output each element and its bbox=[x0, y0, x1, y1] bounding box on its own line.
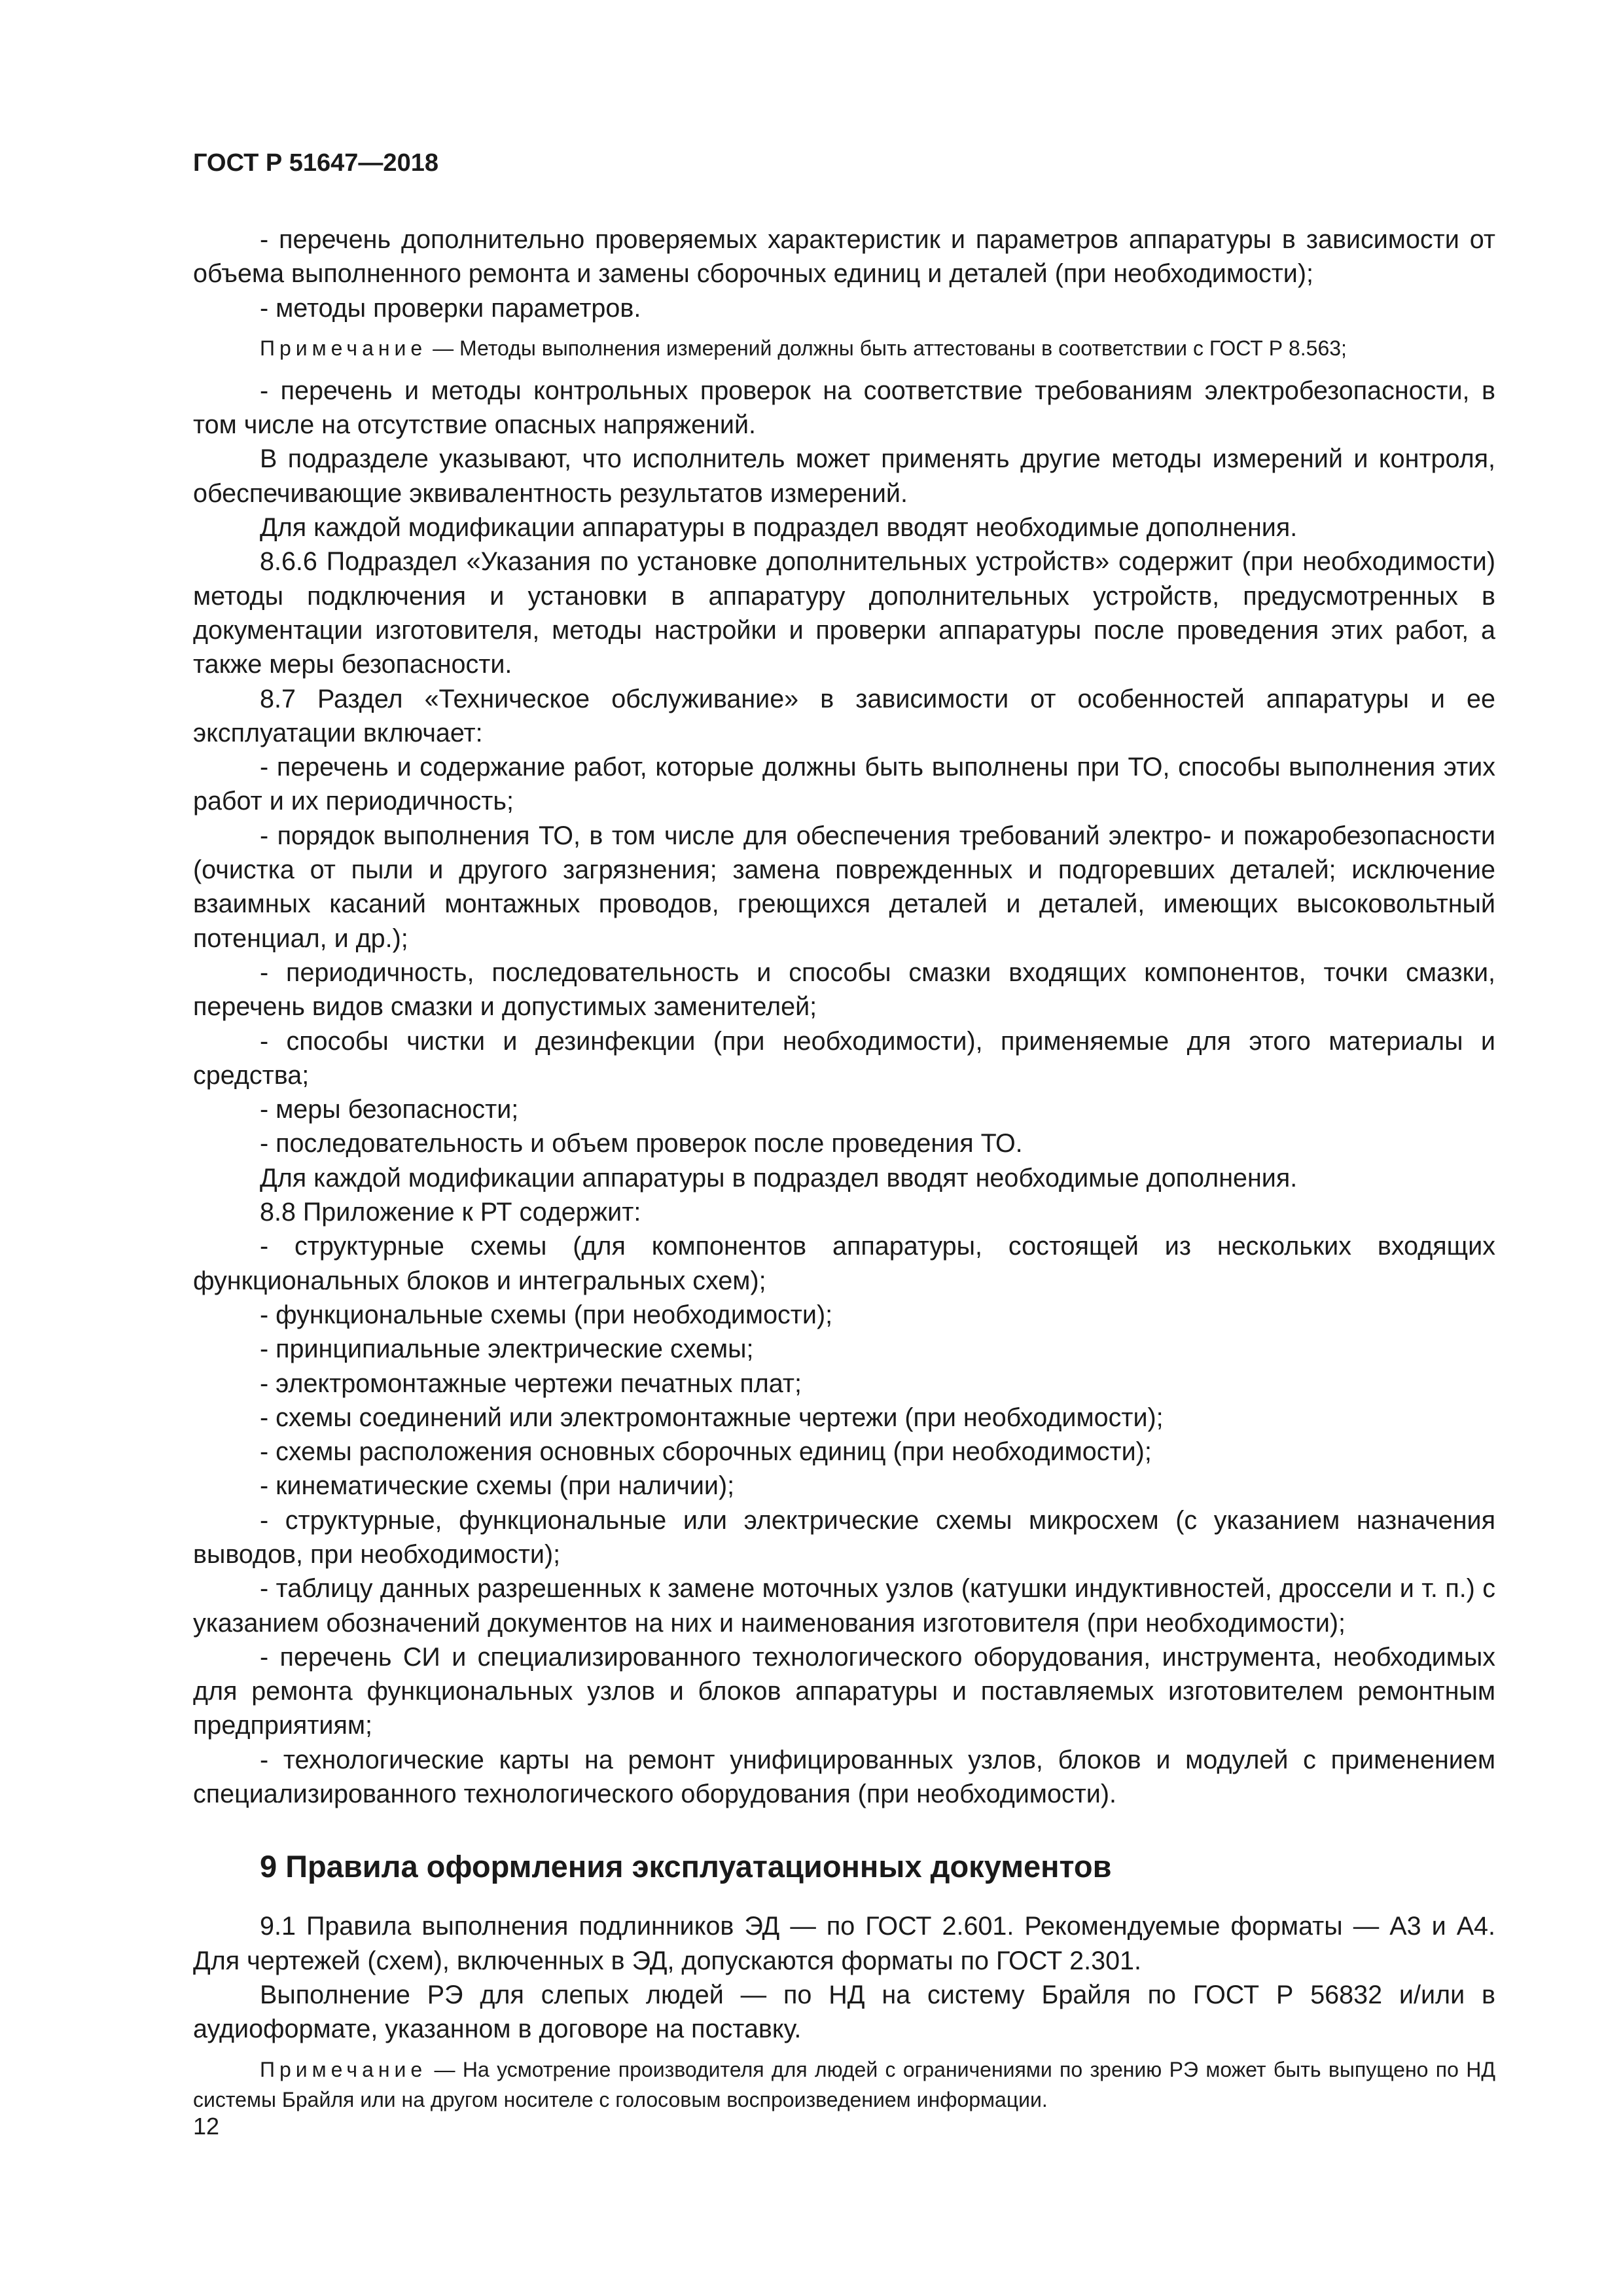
document-body bbox=[193, 223, 1495, 2125]
body-paragraph: 8.6.6 Подраздел «Указания по установке дополнительных устройств» содержит (при необходимости) методы подключения и установки в аппаратуру дополнительных устройств, предусмотренных в документации изготовителя, методы настройки и проверки аппаратуры после проведения этих работ, а также меры безопасности. bbox=[193, 547, 1495, 679]
body-paragraph: - таблицу данных разрешенных к замене моточных узлов (катушки индуктивностей, дроссели и т. п.) с указанием обозначений документов на них и наименования изготовителя (при необходимости); bbox=[193, 1574, 1495, 1638]
body-paragraph: В подразделе указывают, что исполнитель может применять другие методы измерений и контроля, обеспечивающие эквивалентность результатов измерений. bbox=[193, 444, 1495, 508]
body-paragraph: - перечень и содержание работ, которые должны быть выполнены при ТО, способы выполнения этих работ и их периодичность; bbox=[193, 753, 1495, 816]
body-paragraph: - перечень дополнительно проверяемых характеристик и параметров аппаратуры в зависимости от объема выполненного ремонта и замены сборочных единиц и деталей (при необходимости); bbox=[193, 225, 1495, 289]
note-text: — Методы выполнения измерений должны быть аттестованы в соответствии с ГОСТ Р 8.563; bbox=[427, 336, 1347, 360]
body-paragraph: - перечень СИ и специализированного технологического оборудования, инструмента, необходимых для ремонта функциональных узлов и блоков аппаратуры и поставляемых изготовителем ремонтным предприятиям; bbox=[193, 1642, 1495, 1740]
body-paragraph: - последовательность и объем проверок после проведения ТО. bbox=[260, 1129, 1023, 1158]
body-paragraph: - структурные схемы (для компонентов аппаратуры, состоящей из нескольких входящих функциональных блоков и интегральных схем); bbox=[193, 1232, 1495, 1295]
note-label: Примечание bbox=[260, 2057, 427, 2081]
body-paragraph: - схемы соединений или электромонтажные чертежи (при необходимости); bbox=[260, 1403, 1164, 1432]
note-paragraph bbox=[193, 2054, 1495, 2115]
body-paragraph: - методы проверки параметров. bbox=[260, 293, 641, 323]
note-label: Примечание bbox=[260, 336, 427, 360]
document-code-header: ГОСТ Р 51647—2018 bbox=[193, 149, 438, 177]
body-paragraph: 8.7 Раздел «Техническое обслуживание» в зависимости от особенностей аппаратуры и ее эксплуатации включает: bbox=[193, 684, 1495, 747]
note-paragraph bbox=[193, 333, 1495, 363]
body-paragraph: - принципиальные электрические схемы; bbox=[260, 1335, 754, 1364]
body-paragraph: - схемы расположения основных сборочных единиц (при необходимости); bbox=[260, 1437, 1152, 1467]
body-paragraph: - порядок выполнения ТО, в том числе для обеспечения требований электро- и пожаробезопасности (очистка от пыли и другого загрязнения; замена поврежденных и подгоревших деталей; исключение взаимных касаний монтажных проводов, греющихся деталей и деталей, имеющих высоковольтный потенциал, и др.); bbox=[193, 821, 1495, 953]
body-paragraph: - технологические карты на ремонт унифицированных узлов, блоков и модулей с применением специализированного технологического оборудования (при необходимости). bbox=[193, 1745, 1495, 1809]
body-paragraph: 9.1 Правила выполнения подлинников ЭД — по ГОСТ 2.601. Рекомендуемые форматы — А3 и А4. Для чертежей (схем), включенных в ЭД, допускаются форматы по ГОСТ 2.301. bbox=[193, 1912, 1495, 1975]
body-paragraph: - кинематические схемы (при наличии); bbox=[260, 1471, 735, 1501]
body-paragraph: - функциональные схемы (при необходимости); bbox=[260, 1300, 833, 1329]
page-number: 12 bbox=[193, 2113, 220, 2140]
body-paragraph: 8.8 Приложение к РТ содержит: bbox=[260, 1198, 641, 1227]
body-paragraph: - перечень и методы контрольных проверок на соответствие требованиям электробезопасности, в том числе на отсутствие опасных напряжений. bbox=[193, 376, 1495, 440]
body-paragraph: - меры безопасности; bbox=[260, 1095, 519, 1124]
body-paragraph: Выполнение РЭ для слепых людей — по НД на систему Брайля по ГОСТ Р 56832 и/или в аудиоформате, указанном в договоре на поставку. bbox=[193, 1980, 1495, 2044]
body-paragraph: - периодичность, последовательность и способы смазки входящих компонентов, точки смазки, перечень видов смазки и допустимых заменителей; bbox=[193, 958, 1495, 1022]
body-paragraph: Для каждой модификации аппаратуры в подраздел вводят необходимые дополнения. bbox=[260, 1163, 1298, 1193]
body-paragraph: Для каждой модификации аппаратуры в подраздел вводят необходимые дополнения. bbox=[260, 513, 1298, 543]
body-paragraph: - способы чистки и дезинфекции (при необходимости), применяемые для этого материалы и средства; bbox=[193, 1026, 1495, 1090]
section-heading: 9 Правила оформления эксплуатационных документов bbox=[260, 1849, 1112, 1884]
body-paragraph: - электромонтажные чертежи печатных плат; bbox=[260, 1369, 802, 1398]
body-paragraph: - структурные, функциональные или электрические схемы микросхем (с указанием назначения выводов, при необходимости); bbox=[193, 1505, 1495, 1569]
note-text: — На усмотрение производителя для людей с ограничениями по зрению РЭ может быть выпущено по НД системы Брайля или на другом носителе с голосовым воспроизведением информации. bbox=[193, 2057, 1495, 2111]
